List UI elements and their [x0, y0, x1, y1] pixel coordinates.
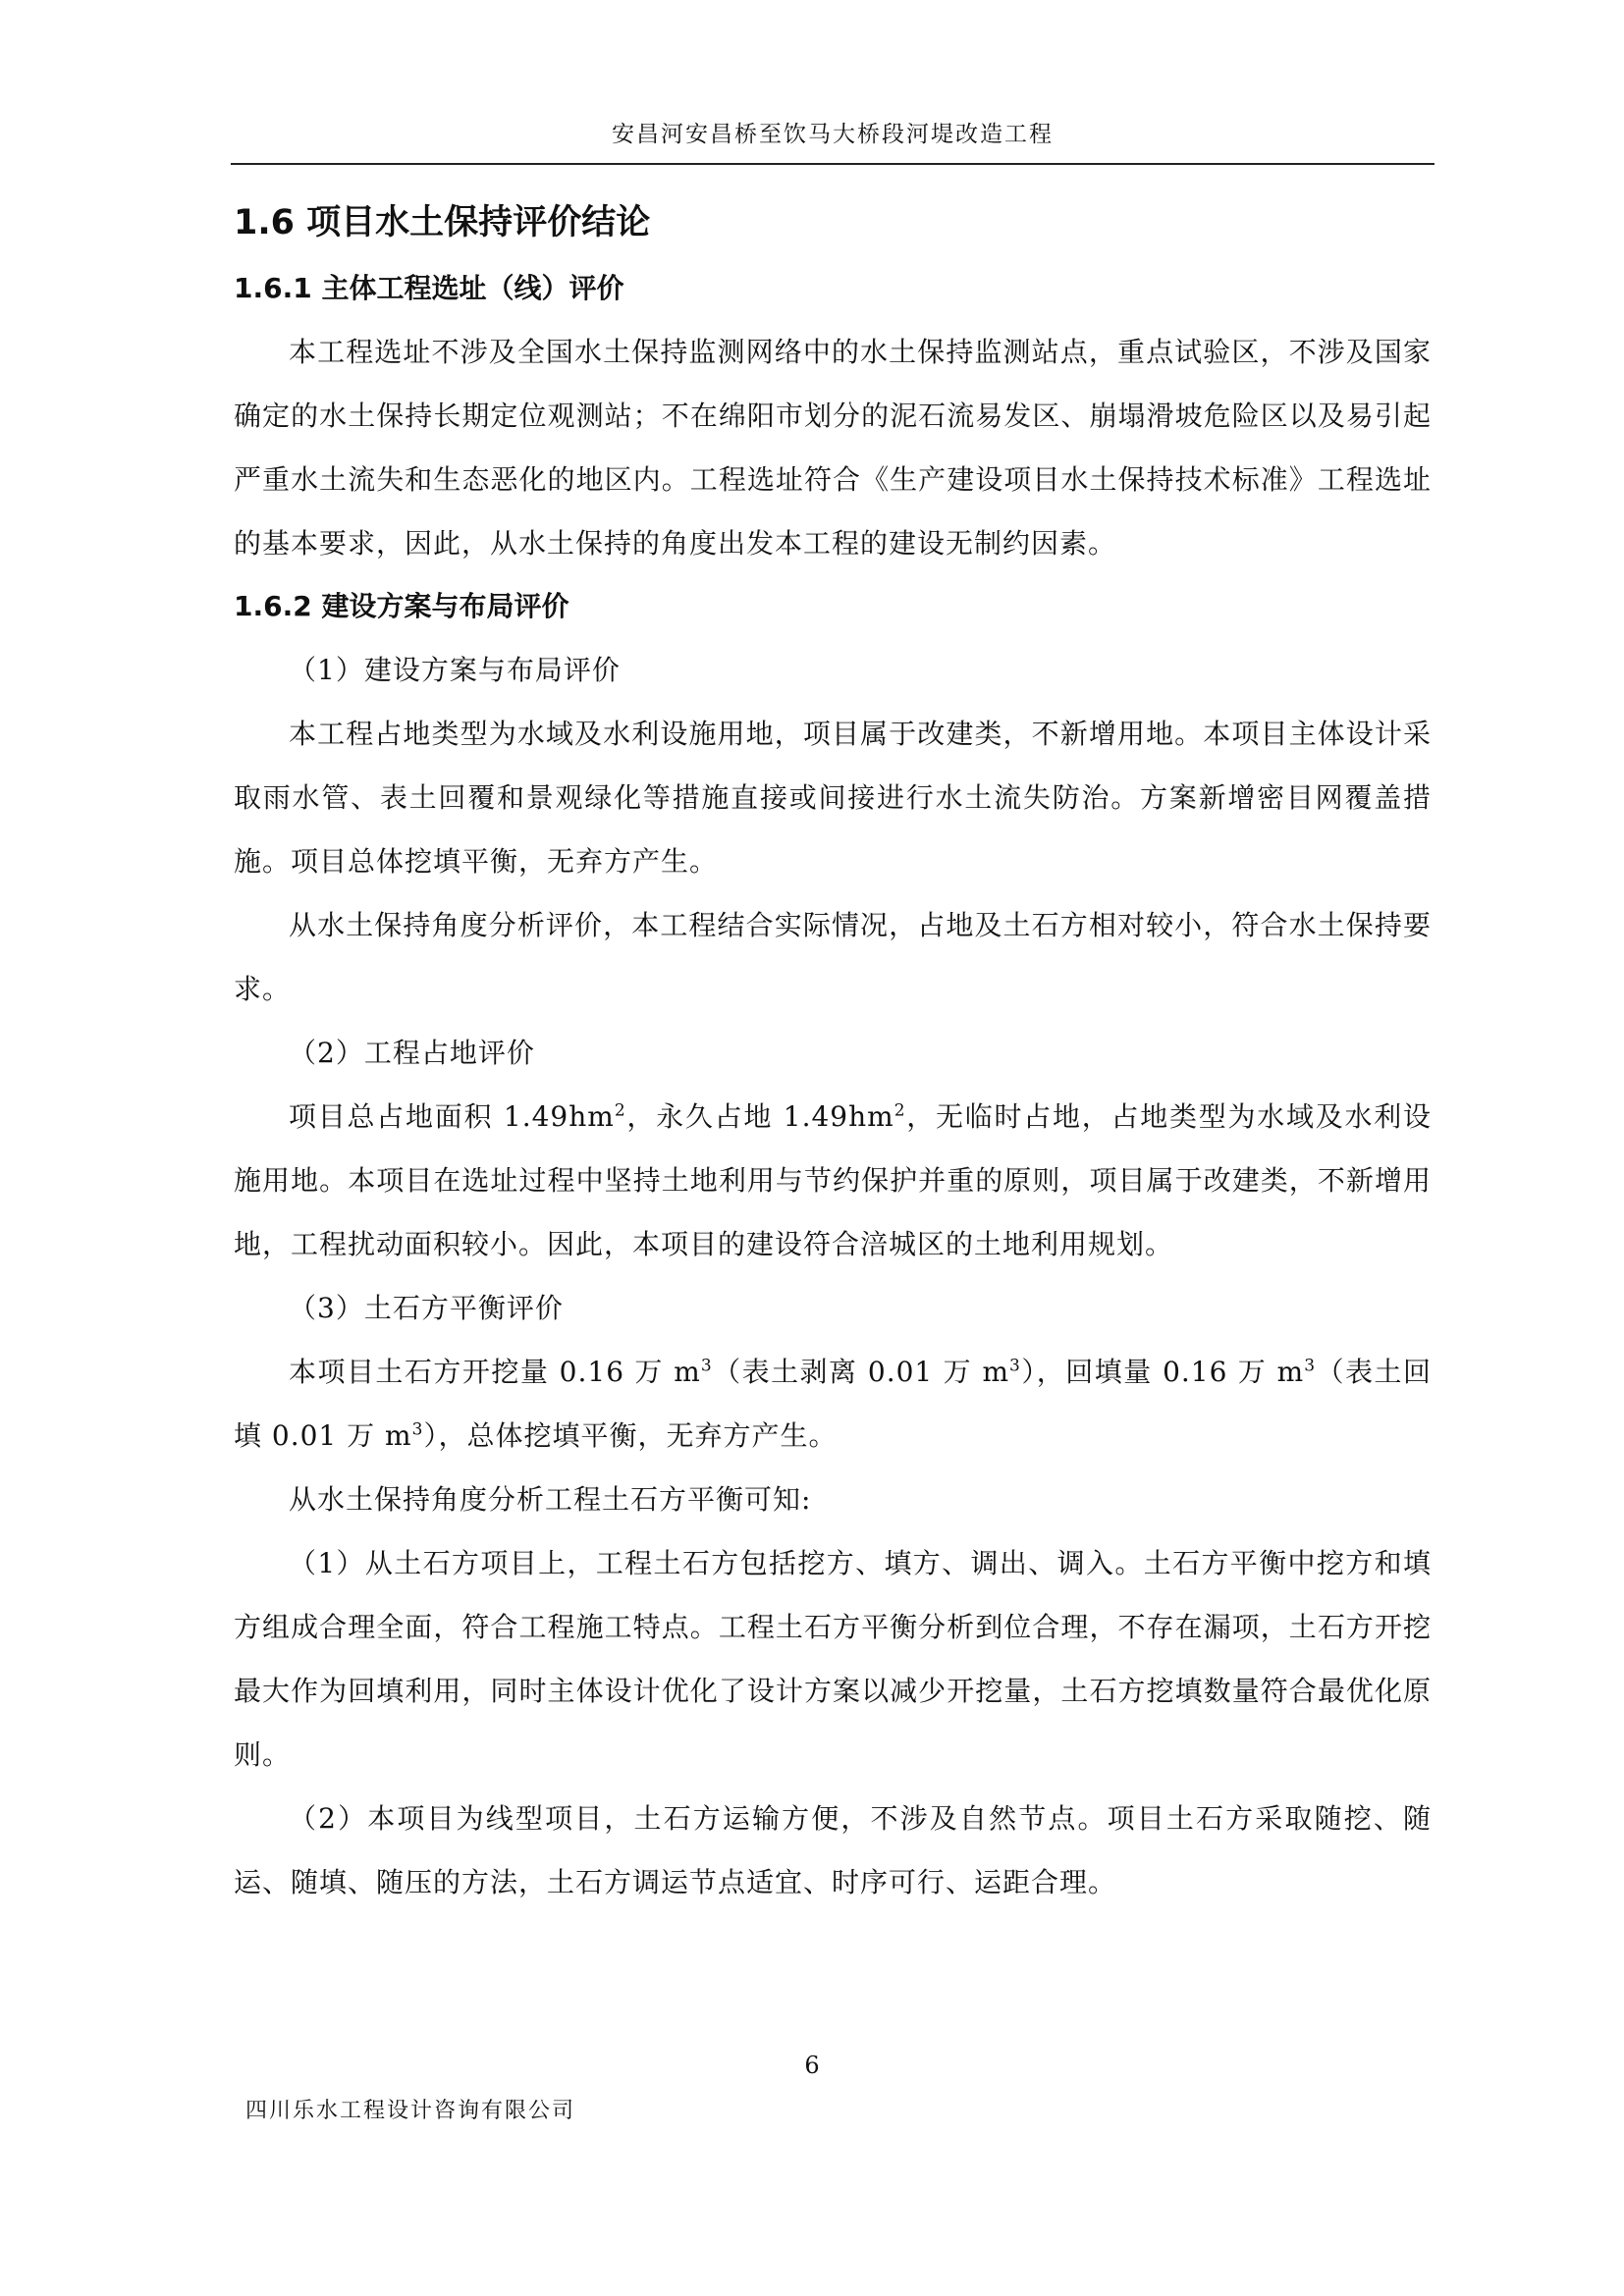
- paragraph-earthwork-point-2: （2）本项目为线型项目，土石方运输方便，不涉及自然节点。项目土石方采取随挖、随运、随填、随压的方法，土石方调运节点适宜、时序可行、运距合理。: [234, 1802, 1432, 1898]
- item-heading-land-use: （2）工程占地评价: [289, 1037, 535, 1069]
- header-divider: [231, 163, 1435, 165]
- page-body: [234, 188, 1432, 1914]
- subsection-title-1-6-1: 1.6.1 主体工程选址（线）评价: [234, 272, 624, 304]
- paragraph-layout-2: 从水土保持角度分析评价，本工程结合实际情况，占地及土石方相对较小，符合水土保持要求。: [234, 909, 1432, 1005]
- page-number: 6: [804, 2052, 820, 2079]
- paragraph-earthwork-volume: 本项目土石方开挖量 0.16 万 $m^3$（表土剥离 0.01 万 $m^3$），回填量 0.16 万 $m^3$（表土回填 0.01 万 $m^3$），总体挖填平衡，无弃方产生。: [234, 1356, 1432, 1452]
- section-title: 1.6 项目水土保持评价结论: [234, 203, 651, 242]
- subsection-title-1-6-2: 1.6.2 建设方案与布局评价: [234, 590, 569, 622]
- running-header: 安昌河安昌桥至饮马大桥段河堤改造工程: [612, 122, 1054, 147]
- paragraph-land-use: 项目总占地面积 $1.49hm^2$，永久占地 $1.49hm^2$，无临时占地，占地类型为水域及水利设施用地。本项目在选址过程中坚持土地利用与节约保护并重的原则，项目属于改建类，不新增用地，工程扰动面积较小。因此，本项目的建设符合涪城区的土地利用规划。: [234, 1100, 1432, 1260]
- item-heading-layout: （1）建设方案与布局评价: [289, 654, 621, 686]
- paragraph-layout-1: 本工程占地类型为水域及水利设施用地，项目属于改建类，不新增用地。本项目主体设计采取雨水管、表土回覆和景观绿化等措施直接或间接进行水土流失防治。方案新增密目网覆盖措施。项目总体挖填平衡，无弃方产生。: [234, 718, 1432, 878]
- paragraph-earthwork-intro: 从水土保持角度分析工程土石方平衡可知:: [289, 1483, 812, 1516]
- paragraph-earthwork-point-1: （1）从土石方项目上，工程土石方包括挖方、填方、调出、调入。土石方平衡中挖方和填方组成合理全面，符合工程施工特点。工程土石方平衡分析到位合理，不存在漏项，土石方开挖最大作为回填利用，同时主体设计优化了设计方案以减少开挖量，土石方挖填数量符合最优化原则。: [234, 1547, 1432, 1771]
- paragraph-site-selection: 本工程选址不涉及全国水土保持监测网络中的水土保持监测站点，重点试验区，不涉及国家确定的水土保持长期定位观测站；不在绵阳市划分的泥石流易发区、崩塌滑坡危险区以及易引起严重水土流失和生态恶化的地区内。工程选址符合《生产建设项目水土保持技术标准》工程选址的基本要求，因此，从水土保持的角度出发本工程的建设无制约因素。: [234, 336, 1432, 560]
- item-heading-earthwork: （3）土石方平衡评价: [289, 1292, 564, 1324]
- footer-company: 四川乐水工程设计咨询有限公司: [245, 2099, 576, 2123]
